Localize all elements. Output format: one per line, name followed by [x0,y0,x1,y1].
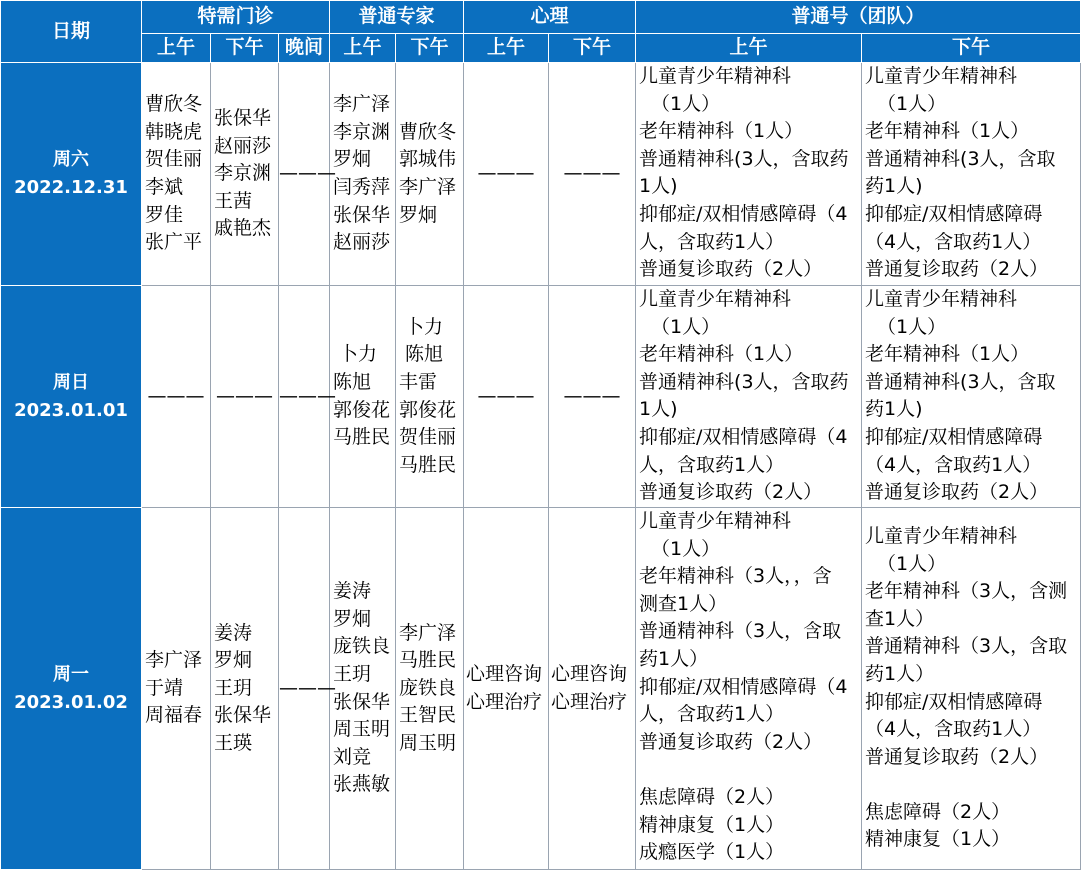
schedule-row-mon [1,508,1081,870]
general-line: （1人） [651,92,721,115]
doctor-name: 李京渊 [214,162,272,185]
general-line: 儿童青少年精神科 [639,288,792,310]
date-cell [1,286,142,508]
doctor-name: 郭俊花 [399,398,457,421]
general-line: 老年精神科（3人，含测 [865,580,1068,603]
general-line: 精神康复（1人） [639,813,785,836]
general-pm-cell [862,63,1081,286]
general-line: 1人) [639,175,678,198]
doctor-name: 曹欣冬 [145,93,203,116]
psych-am-cell [464,508,549,870]
doctor-name: 刘竞 [333,745,372,768]
psych-pm-cell [549,508,636,870]
general-line: 普通精神科(3人，含取 [865,147,1056,170]
special-am-cell: ——— [142,286,211,508]
expert-am-cell [330,508,396,870]
general-line: 普通精神科(3人，含取 [865,370,1056,393]
doctor-name: 庞铁良 [399,676,457,699]
date-cell [1,63,142,286]
header-psych-am: 上午 [464,34,549,63]
general-line: 抑郁症/双相情感障碍 [865,690,1043,713]
expert-am-cell [330,286,396,508]
general-line: （1人） [651,537,721,560]
general-line: 药1人） [865,662,935,685]
general-line: 抑郁症/双相情感障碍 [865,202,1043,225]
general-line: 老年精神科（3人，，含 [639,565,832,588]
general-am-cell [636,286,862,508]
general-line: 抑郁症/双相情感障碍（4 [639,675,848,698]
header-psych-pm: 下午 [549,34,636,63]
doctor-name: 郭俊花 [333,398,391,421]
doctor-name: 王茜 [214,189,253,212]
doctor-name: 周福春 [145,704,203,727]
doctor-name: 罗炯 [399,203,438,226]
doctor-name: 王玥 [214,676,253,699]
general-line: 儿童青少年精神科 [865,288,1018,310]
general-pm-cell [862,508,1081,870]
doctor-name: 于靖 [145,676,184,699]
general-line: 老年精神科（1人） [865,343,1030,366]
doctor-name: 李广泽 [399,621,457,644]
doctor-name: 罗炯 [333,607,372,630]
header-expert-pm: 下午 [396,34,464,63]
general-line: 老年精神科（1人） [639,120,804,143]
general-line: 焦虑障碍（2人） [865,800,1011,823]
general-line: 儿童青少年精神科 [865,65,1018,87]
doctor-name: 赵丽莎 [214,134,272,157]
doctor-name: 贺佳丽 [145,148,203,171]
special-pm-cell [211,508,279,870]
general-line: 药1人） [639,647,709,670]
header-special-clinic: 特需门诊 [142,1,330,34]
general-line: 普通复诊取药（2人） [639,258,823,281]
general-line: 成瘾医学（1人） [639,841,785,864]
header-date: 日期 [1,1,142,63]
general-line: 药1人) [865,398,923,421]
doctor-name: 马胜民 [333,426,391,449]
doctor-name: 罗炯 [333,148,372,171]
doctor-name: 韩晓虎 [145,120,203,143]
expert-pm-cell [396,286,464,508]
special-pm-cell [211,63,279,286]
general-line: （4人，含取药1人） [865,230,1042,253]
general-line: 查1人） [865,607,935,630]
general-line: 儿童青少年精神科 [639,510,792,532]
doctor-name: 贺佳丽 [399,426,457,449]
general-line: 普通复诊取药（2人） [639,730,823,753]
general-line: （1人） [877,315,947,338]
expert-pm-cell [396,508,464,870]
header-special-pm: 下午 [211,34,279,63]
header-row-groups [1,1,1081,34]
general-pm-cell [862,286,1081,508]
date-label: 2023.01.02 [14,691,128,713]
doctor-name: 马胜民 [399,649,457,672]
general-line: 抑郁症/双相情感障碍（4 [639,425,848,448]
doctor-name: 张保华 [333,203,391,226]
doctor-name: 赵丽莎 [333,231,391,254]
doctor-name: 陈旭 [405,343,444,366]
header-expert-am: 上午 [330,34,396,63]
service-name: 心理咨询 [466,662,543,685]
general-line: 普通复诊取药（2人） [865,258,1049,281]
special-evening-cell: ——— [279,508,330,870]
general-line [865,771,1080,799]
header-general-am: 上午 [636,34,862,63]
header-general-team: 普通号（团队） [636,1,1081,34]
special-evening-cell: ——— [279,63,330,286]
service-name: 心理治疗 [466,690,543,713]
header-special-evening: 晚间 [279,34,330,63]
general-line: （1人） [651,315,721,338]
general-am-cell [636,508,862,870]
weekday-label: 周一 [53,663,89,685]
weekday-label: 周六 [53,149,89,171]
service-name: 心理咨询 [551,662,628,685]
doctor-name: 王瑛 [214,731,253,754]
schedule-row-sat [1,63,1081,286]
date-label: 2022.12.31 [14,177,128,198]
date-cell [1,508,142,870]
general-line: 药1人) [865,175,923,198]
general-line: 普通精神科(3人，含取药 [639,147,849,170]
general-line: 普通精神科（3人，含取 [865,635,1068,658]
doctor-name: 卜力 [339,343,378,366]
date-label: 2023.01.01 [14,399,128,421]
doctor-name: 张保华 [333,690,391,713]
general-line: 人，含取药1人） [639,230,785,253]
doctor-name: 姜涛 [333,580,372,603]
doctor-name: 张保华 [214,704,272,727]
doctor-name: 陈旭 [333,370,372,393]
doctor-name: 王玥 [333,662,372,685]
general-line: 1人) [639,398,678,421]
doctor-name: 李广泽 [399,176,457,198]
doctor-name: 丰雷 [399,370,438,393]
general-line [639,756,861,784]
special-pm-cell: ——— [211,286,279,508]
doctor-name: 李斌 [145,176,184,198]
general-line: 老年精神科（1人） [865,120,1030,143]
doctor-name: 李广泽 [333,93,391,116]
doctor-name: 周玉明 [333,718,391,741]
doctor-name: 王智民 [399,704,457,727]
doctor-name: 罗炯 [214,649,253,672]
header-row-sessions [1,34,1081,63]
general-line: 普通复诊取药（2人） [865,481,1049,504]
general-line: 普通精神科（3人，含取 [639,620,842,643]
psych-am-cell: ——— [464,286,549,508]
doctor-name: 周玉明 [399,731,457,754]
doctor-name: 姜涛 [214,621,253,644]
doctor-name: 曹欣冬 [399,120,457,143]
general-line: 儿童青少年精神科 [865,524,1018,547]
doctor-name: 张保华 [214,107,272,130]
expert-am-cell [330,63,396,286]
general-line: 抑郁症/双相情感障碍（4 [639,202,848,225]
doctor-name: 庞铁良 [333,635,391,658]
doctor-name: 李京渊 [333,120,391,143]
header-general-pm: 下午 [862,34,1081,63]
general-line: 老年精神科（1人） [639,343,804,366]
general-line: 人，含取药1人） [639,453,785,476]
general-line: 抑郁症/双相情感障碍 [865,425,1043,448]
service-name: 心理治疗 [551,690,628,713]
doctor-name: 张广平 [145,231,203,254]
doctor-name: 张燕敏 [333,773,391,796]
general-line: 普通精神科(3人，含取药 [639,370,849,393]
expert-pm-cell [396,63,464,286]
psych-am-cell: ——— [464,63,549,286]
general-line: 焦虑障碍（2人） [639,785,785,808]
doctor-name: 郭城伟 [399,148,457,171]
general-line: 普通复诊取药（2人） [639,481,823,504]
psych-pm-cell: ——— [549,286,636,508]
general-line: （1人） [877,92,947,115]
general-am-cell [636,63,862,286]
general-line: 普通复诊取药（2人） [865,745,1049,768]
header-psychology: 心理 [464,1,636,34]
doctor-name: 戚艳杰 [214,217,272,240]
psych-pm-cell: ——— [549,63,636,286]
doctor-name: 卜力 [405,315,444,338]
general-line: 精神康复（1人） [865,828,1011,851]
general-line: 测查1人） [639,592,728,615]
header-special-am: 上午 [142,34,211,63]
special-evening-cell: ——— [279,286,330,508]
doctor-name: 马胜民 [399,453,457,476]
doctor-name: 罗佳 [145,203,184,226]
general-line: 儿童青少年精神科 [639,65,792,87]
general-line: （4人，含取药1人） [865,718,1042,741]
header-general-expert: 普通专家 [330,1,464,34]
special-am-cell [142,508,211,870]
doctor-name: 李广泽 [145,649,203,672]
weekday-label: 周日 [53,371,89,393]
general-line: （4人，含取药1人） [865,453,1042,476]
schedule-row-sun [1,286,1081,508]
general-line: 人，含取药1人） [639,703,785,726]
special-am-cell [142,63,211,286]
general-line: （1人） [877,552,947,575]
doctor-name: 闫秀萍 [333,176,391,198]
